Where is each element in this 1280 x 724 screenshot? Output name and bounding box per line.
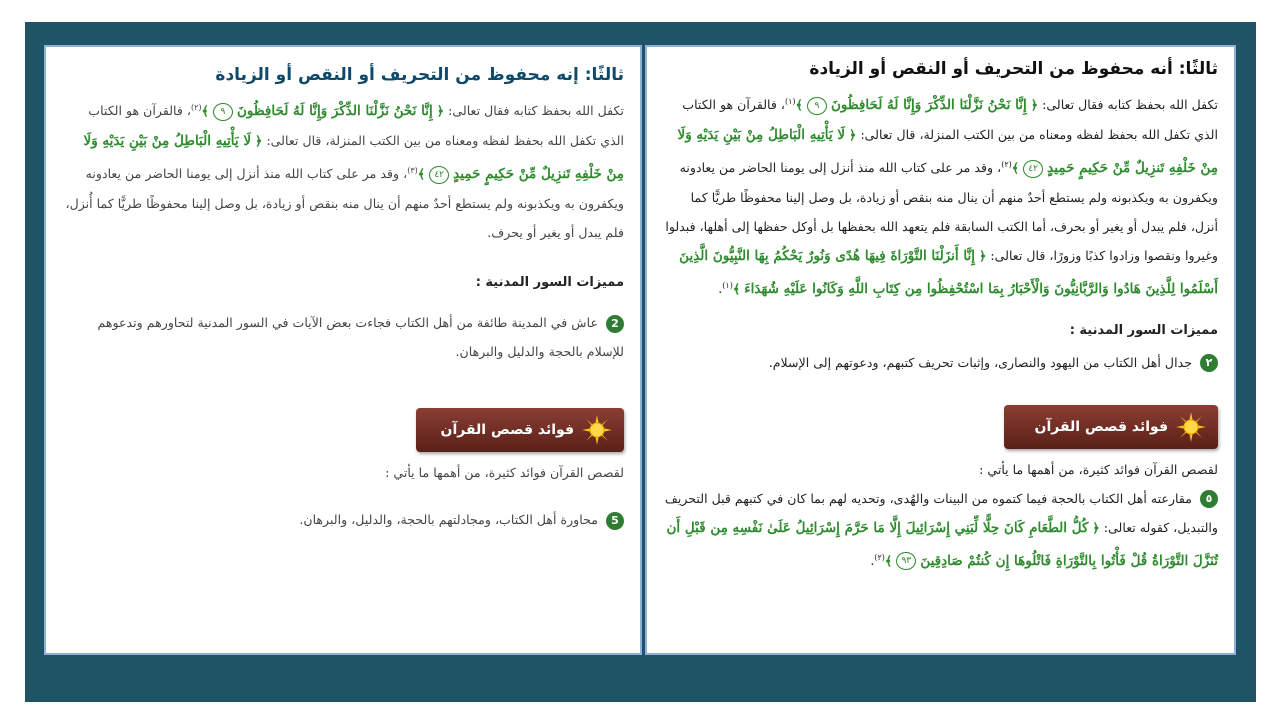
close-bracket: ﴾ <box>732 281 741 297</box>
footnote-marker[interactable]: (٢) <box>1001 160 1012 170</box>
close-bracket: ﴾ <box>795 97 803 113</box>
item-number-badge: ٥ <box>1200 490 1218 508</box>
subsection-heading: مميزات السور المدنية : <box>475 275 624 291</box>
subsection-heading: مميزات السور المدنية : <box>1069 322 1218 338</box>
paragraph-text: ، فالقرآن هو الكتاب الذي تكفل الله بحفظ لفظه ومعناه من بين الكتب المنزلة، قال تعالى: <box>682 97 1218 143</box>
intro-text: لقصص القرآن فوائد كثيرة، من أهمها ما يأتي : <box>979 461 1218 477</box>
banner-row <box>663 405 1218 449</box>
footnote-marker[interactable]: (١) <box>785 97 796 106</box>
item-number-badge: 2 <box>606 315 624 333</box>
verse-number-badge: ٩ <box>213 103 233 121</box>
verse-number-badge: ٤٢ <box>1023 160 1043 178</box>
list-item <box>62 308 624 366</box>
item-text: محاورة أهل الكتاب، ومجادلتهم بالحجة، والدليل، والبرهان. <box>299 512 598 528</box>
item-text: جدال أهل الكتاب من اليهود والنصارى، وإثبات تحريف كتبهم، ودعوتهم إلى الإسلام. <box>768 354 1192 370</box>
section-heading: ثالثًا: أنه محفوظ من التحريف أو النقص أو الزيادة <box>809 59 1218 79</box>
banner-title: فوائد قصص القرآن <box>1034 418 1168 435</box>
quran-verse-2: لَا يَأْتِيهِ الْبَاطِلُ مِنْ بَيْنِ يَدَيْهِ وَلَا مِنْ خَلْفِهِ تَنزِيلٌ مِّنْ حَكِيمٍ حَمِيدٍ <box>83 133 624 183</box>
paragraph-text: ، فالقرآن هو الكتاب الذي تكفل الله بحفظ لفظه ومعناه من بين الكتب المنزلة، قال تعالى: <box>88 103 624 149</box>
open-bracket: ﴿ <box>255 133 263 149</box>
verse-number-badge: ٩ <box>807 97 827 115</box>
paragraph-main <box>62 93 624 247</box>
open-bracket: ﴿ <box>979 248 987 264</box>
close-bracket: ﴾ <box>1011 160 1020 176</box>
paragraph-text: تكفل الله بحفظ كتابه فقال تعالى: <box>1038 97 1218 113</box>
sun-icon <box>582 415 612 445</box>
item-number-badge: 5 <box>606 512 624 530</box>
item-number-badge: ٢ <box>1200 354 1218 372</box>
footnote-marker[interactable]: (١) <box>722 281 733 291</box>
paragraph-text: تكفل الله بحفظ كتابه فقال تعالى: <box>444 103 624 119</box>
footnote-marker[interactable]: (٢) <box>874 552 885 562</box>
verse-number-badge: ٩٣ <box>896 552 916 570</box>
open-bracket: ﴿ <box>1092 519 1100 535</box>
sun-icon <box>1176 412 1206 442</box>
list-item: ٥ مقارعته أهل الكتاب بالحجة فيما كتموه من البينات والهُدى، وتحديه لهم بما كان في كتبهم قبل التحريف والتبديل، كقوله تعالى: ﴿ كُلُّ الطَّعَامِ كَانَ حِلًّا لِّبَنِي إِسْرَائِيلَ إِلَّا مَا حَرَّمَ إِسْرَائِيلُ عَلَىٰ نَفْسِهِ مِن قَبْلِ أَن تُنَزَّلَ التَّوْرَاةُ قُلْ فَأْتُوا بِالتَّوْرَاةِ فَاتْلُوهَا إِن كُنتُمْ صَادِقِينَ ٩٣ ﴾$^{(٢)}$. <box>664 490 1218 569</box>
quran-verse-3: إِنَّا أَنزَلْنَا التَّوْرَاةَ فِيهَا هُدًى وَنُورٌ يَحْكُمُ بِهَا النَّبِيُّونَ الَّذِينَ أَسْلَمُوا لِلَّذِينَ هَادُوا وَالرَّبَّانِيُّونَ وَالْأَحْبَارُ بِمَا اسْتُحْفِظُوا مِن كِتَابِ اللَّهِ وَكَانُوا عَلَيْهِ شُهَدَاءَ <box>679 248 1218 298</box>
close-bracket: ﴾ <box>201 103 209 119</box>
list-item <box>663 348 1218 377</box>
paragraph-text: ، وقد مر على كتاب الله منذ أنزل إلى يومنا الحاضر من يعادونه ويكفرون به ويكذبونه ولم يستطع أحدٌ منهم أن ينال منه بنقص أو زيادة، بل وصل إلينا محفوظًا طريًّا كما أنزل، فلم يبدل أو يغير أو بحرف، أما الكتب السابقة فلم يتعهد الله بحفظها بل أوكل حفظها إلى أهلها، فبدلوا وغيروا ونقصوا وزادوا كذبًا وزورًا، قال تعالى: <box>665 160 1218 264</box>
banner-row <box>62 408 624 452</box>
intro-text: لقصص القرآن فوائد كثيرة، من أهمها ما يأتي : <box>385 465 624 481</box>
open-bracket: ﴿ <box>1030 97 1039 113</box>
paragraph-main: تكفل الله بحفظ كتابه فقال تعالى: ﴿ إِنَّا نَحْنُ نَزَّلْنَا الذِّكْرَ وَإِنَّا لَهُ لَحَافِظُونَ ٩ ﴾$^{(١)}$، فالقرآن هو الكتاب الذي تكفل الله بحفظ لفظه ومعناه من بين الكتب المنزلة، قال تعالى: ﴿ لَا يَأْتِيهِ الْبَاطِلُ مِنْ بَيْنِ يَدَيْهِ وَلَا مِنْ خَلْفِهِ تَنزِيلٌ مِّنْ حَكِيمٍ حَمِيدٍ ٤٢ ﴾$^{(٢)}$، وقد مر على كتاب الله منذ أنزل إلى يومنا الحاضر من يعادونه ويكفرون به ويكذبونه ولم يستطع أحدٌ منهم أن ينال منه بنقص أو زيادة، بل وصل إلينا محفوظًا طريًّا كما أنزل، فلم يبدل أو يغير أو بحرف، أما الكتب السابقة فلم يتعهد الله بحفظها بل أوكل حفظها إلى أهلها، فبدلوا وغيروا ونقصوا وزادوا كذبًا وزورًا، قال تعالى: ﴿ إِنَّا أَنزَلْنَا التَّوْرَاةَ فِيهَا هُدًى وَنُورٌ يَحْكُمُ بِهَا النَّبِيُّونَ الَّذِينَ أَسْلَمُوا لِلَّذِينَ هَادُوا وَالرَّبَّانِيُّونَ وَالْأَحْبَارُ بِمَا اسْتُحْفِظُوا مِن كِتَابِ اللَّهِ وَكَانُوا عَلَيْهِ شُهَدَاءَ ﴾$^{(١)}$. <box>665 97 1218 298</box>
paragraph-text: ، وقد مر على كتاب الله منذ أنزل إلى يومنا الحاضر من يعادونه ويكفرون به ويكذبونه ولم يستطع أحدٌ منهم أن ينال منه بنقص أو زيادة، بل وصل إلينا محفوظًا طريًّا كما أُنزل، فلم يبدل أو يغير أو يحرف. <box>65 166 624 241</box>
quran-verse-1: إِنَّا نَحْنُ نَزَّلْنَا الذِّكْرَ وَإِنَّا لَهُ لَحَافِظُونَ <box>236 103 433 120</box>
close-bracket: ﴾ <box>884 552 893 568</box>
quran-verse-1: إِنَّا نَحْنُ نَزَّلْنَا الذِّكْرَ وَإِنَّا لَهُ لَحَافِظُونَ <box>830 97 1027 114</box>
quran-verse-2: لَا يَأْتِيهِ الْبَاطِلُ مِنْ بَيْنِ يَدَيْهِ وَلَا مِنْ خَلْفِهِ تَنزِيلٌ مِّنْ حَكِيمٍ حَمِيدٍ <box>677 127 1218 177</box>
right-page <box>645 45 1236 655</box>
left-page <box>44 45 642 655</box>
footnote-marker[interactable]: (٢) <box>191 103 202 112</box>
close-bracket: ﴾ <box>417 166 426 182</box>
section-banner <box>416 408 624 452</box>
section-banner <box>1004 405 1218 449</box>
footnote-marker[interactable]: (٣) <box>407 166 418 176</box>
item-text: مقارعته أهل الكتاب بالحجة فيما كتموه من البينات والهُدى، وتحديه لهم بما كان في كتبهم قبل التحريف والتبديل، كقوله تعالى: <box>664 490 1218 535</box>
section-heading: ثالثًا: إنه محفوظ من التحريف أو النقص أو الزيادة <box>215 65 624 85</box>
banner-title: فوائد قصص القرآن <box>440 422 574 439</box>
open-bracket: ﴿ <box>436 103 445 119</box>
quran-verse-4: كُلُّ الطَّعَامِ كَانَ حِلًّا لِّبَنِي إِسْرَائِيلَ إِلَّا مَا حَرَّمَ إِسْرَائِيلُ عَلَىٰ نَفْسِهِ مِن قَبْلِ أَن تُنَزَّلَ التَّوْرَاةُ قُلْ فَأْتُوا بِالتَّوْرَاةِ فَاتْلُوهَا إِن كُنتُمْ صَادِقِينَ <box>666 519 1218 569</box>
item-text: عاش في المدينة طائفة من أهل الكتاب فجاءت بعض الآيات في السور المدنية لتحاورهم وتدعوهم للإسلام بالحجة والدليل والبرهان. <box>97 315 624 360</box>
list-item <box>62 505 624 534</box>
open-bracket: ﴿ <box>849 127 857 143</box>
verse-number-badge: ٤٢ <box>429 166 449 184</box>
